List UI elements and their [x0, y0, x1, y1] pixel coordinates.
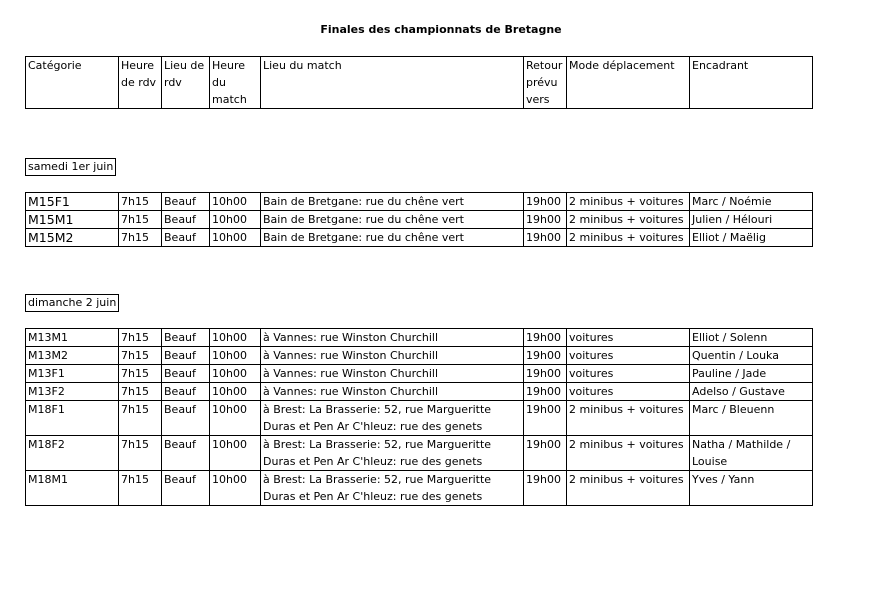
cell-mode: 2 minibus + voitures [567, 229, 690, 247]
cell-retour: 19h00 [524, 193, 567, 211]
cell-category: M18F2 [26, 436, 119, 471]
cell-lieu-rdv: Beauf [162, 401, 210, 436]
cell-encadrant: Pauline / Jade [690, 365, 813, 383]
cell-lieu-match: Bain de Bretgane: rue du chêne vert [261, 193, 524, 211]
cell-heure-match: 10h00 [210, 383, 261, 401]
cell-mode: voitures [567, 383, 690, 401]
table-row [26, 193, 813, 211]
table-row [26, 365, 813, 383]
cell-heure-rdv: 7h15 [119, 471, 162, 506]
header-heure-match: Heure du match [210, 57, 261, 109]
cell-mode: 2 minibus + voitures [567, 193, 690, 211]
cell-mode: 2 minibus + voitures [567, 436, 690, 471]
table-row [26, 471, 813, 506]
cell-lieu-match: à Brest: La Brasserie: 52, rue Margueritte Duras et Pen Ar C'hleuz: rue des genets [261, 401, 524, 436]
cell-heure-match: 10h00 [210, 436, 261, 471]
cell-lieu-match: à Vannes: rue Winston Churchill [261, 329, 524, 347]
table-row [26, 383, 813, 401]
cell-lieu-rdv: Beauf [162, 365, 210, 383]
cell-retour: 19h00 [524, 229, 567, 247]
cell-mode: voitures [567, 329, 690, 347]
cell-encadrant: Marc / Noémie [690, 193, 813, 211]
header-categorie: Catégorie [26, 57, 119, 109]
sunday-table [25, 328, 813, 506]
cell-category: M18M1 [26, 471, 119, 506]
cell-lieu-match: à Vannes: rue Winston Churchill [261, 365, 524, 383]
cell-category: M13F2 [26, 383, 119, 401]
cell-heure-match: 10h00 [210, 329, 261, 347]
header-mode-deplacement: Mode déplacement [567, 57, 690, 109]
cell-retour: 19h00 [524, 471, 567, 506]
cell-heure-rdv: 7h15 [119, 365, 162, 383]
cell-lieu-rdv: Beauf [162, 211, 210, 229]
cell-retour: 19h00 [524, 436, 567, 471]
cell-lieu-match: Bain de Bretgane: rue du chêne vert [261, 229, 524, 247]
cell-retour: 19h00 [524, 365, 567, 383]
cell-retour: 19h00 [524, 211, 567, 229]
document-title: Finales des championnats de Bretagne [320, 23, 562, 36]
cell-encadrant: Julien / Hélouri [690, 211, 813, 229]
cell-encadrant: Adelso / Gustave [690, 383, 813, 401]
cell-mode: 2 minibus + voitures [567, 471, 690, 506]
table-row [26, 347, 813, 365]
cell-encadrant: Quentin / Louka [690, 347, 813, 365]
cell-retour: 19h00 [524, 401, 567, 436]
day-label-sunday: dimanche 2 juin [25, 294, 119, 312]
cell-category: M13M1 [26, 329, 119, 347]
header-table [25, 56, 813, 109]
cell-lieu-rdv: Beauf [162, 383, 210, 401]
cell-heure-match: 10h00 [210, 347, 261, 365]
table-row [26, 211, 813, 229]
cell-heure-match: 10h00 [210, 471, 261, 506]
cell-heure-rdv: 7h15 [119, 193, 162, 211]
saturday-table [25, 192, 813, 247]
cell-heure-match: 10h00 [210, 211, 261, 229]
cell-mode: 2 minibus + voitures [567, 211, 690, 229]
header-retour: Retour prévu vers [524, 57, 567, 109]
table-row [26, 329, 813, 347]
cell-category: M13F1 [26, 365, 119, 383]
cell-heure-rdv: 7h15 [119, 401, 162, 436]
cell-heure-rdv: 7h15 [119, 383, 162, 401]
cell-lieu-rdv: Beauf [162, 193, 210, 211]
cell-lieu-rdv: Beauf [162, 347, 210, 365]
header-lieu-rdv: Lieu de rdv [162, 57, 210, 109]
cell-lieu-rdv: Beauf [162, 329, 210, 347]
cell-lieu-match: Bain de Bretgane: rue du chêne vert [261, 211, 524, 229]
cell-lieu-rdv: Beauf [162, 436, 210, 471]
table-row [26, 401, 813, 436]
cell-encadrant: Elliot / Maëlig [690, 229, 813, 247]
cell-encadrant: Yves / Yann [690, 471, 813, 506]
cell-category: M13M2 [26, 347, 119, 365]
cell-heure-rdv: 7h15 [119, 347, 162, 365]
cell-category: M15M1 [26, 211, 119, 229]
day-label-saturday: samedi 1er juin [25, 158, 116, 176]
cell-lieu-rdv: Beauf [162, 229, 210, 247]
cell-lieu-match: à Brest: La Brasserie: 52, rue Margueritte Duras et Pen Ar C'hleuz: rue des genets [261, 471, 524, 506]
header-heure-rdv: Heure de rdv [119, 57, 162, 109]
cell-category: M18F1 [26, 401, 119, 436]
cell-heure-match: 10h00 [210, 401, 261, 436]
cell-encadrant: Marc / Bleuenn [690, 401, 813, 436]
cell-retour: 19h00 [524, 383, 567, 401]
header-lieu-match: Lieu du match [261, 57, 524, 109]
cell-heure-rdv: 7h15 [119, 229, 162, 247]
cell-category: M15F1 [26, 193, 119, 211]
cell-mode: voitures [567, 365, 690, 383]
cell-heure-rdv: 7h15 [119, 329, 162, 347]
table-row [26, 436, 813, 471]
header-row [26, 57, 813, 109]
cell-lieu-match: à Vannes: rue Winston Churchill [261, 383, 524, 401]
cell-mode: 2 minibus + voitures [567, 401, 690, 436]
cell-heure-match: 10h00 [210, 193, 261, 211]
cell-encadrant: Elliot / Solenn [690, 329, 813, 347]
cell-lieu-rdv: Beauf [162, 471, 210, 506]
cell-retour: 19h00 [524, 347, 567, 365]
cell-heure-rdv: 7h15 [119, 436, 162, 471]
cell-lieu-match: à Vannes: rue Winston Churchill [261, 347, 524, 365]
cell-encadrant: Natha / Mathilde / Louise [690, 436, 813, 471]
cell-heure-match: 10h00 [210, 229, 261, 247]
cell-retour: 19h00 [524, 329, 567, 347]
table-row [26, 229, 813, 247]
cell-lieu-match: à Brest: La Brasserie: 52, rue Margueritte Duras et Pen Ar C'hleuz: rue des genets [261, 436, 524, 471]
cell-category: M15M2 [26, 229, 119, 247]
cell-heure-match: 10h00 [210, 365, 261, 383]
cell-heure-rdv: 7h15 [119, 211, 162, 229]
cell-mode: voitures [567, 347, 690, 365]
header-encadrant: Encadrant [690, 57, 813, 109]
